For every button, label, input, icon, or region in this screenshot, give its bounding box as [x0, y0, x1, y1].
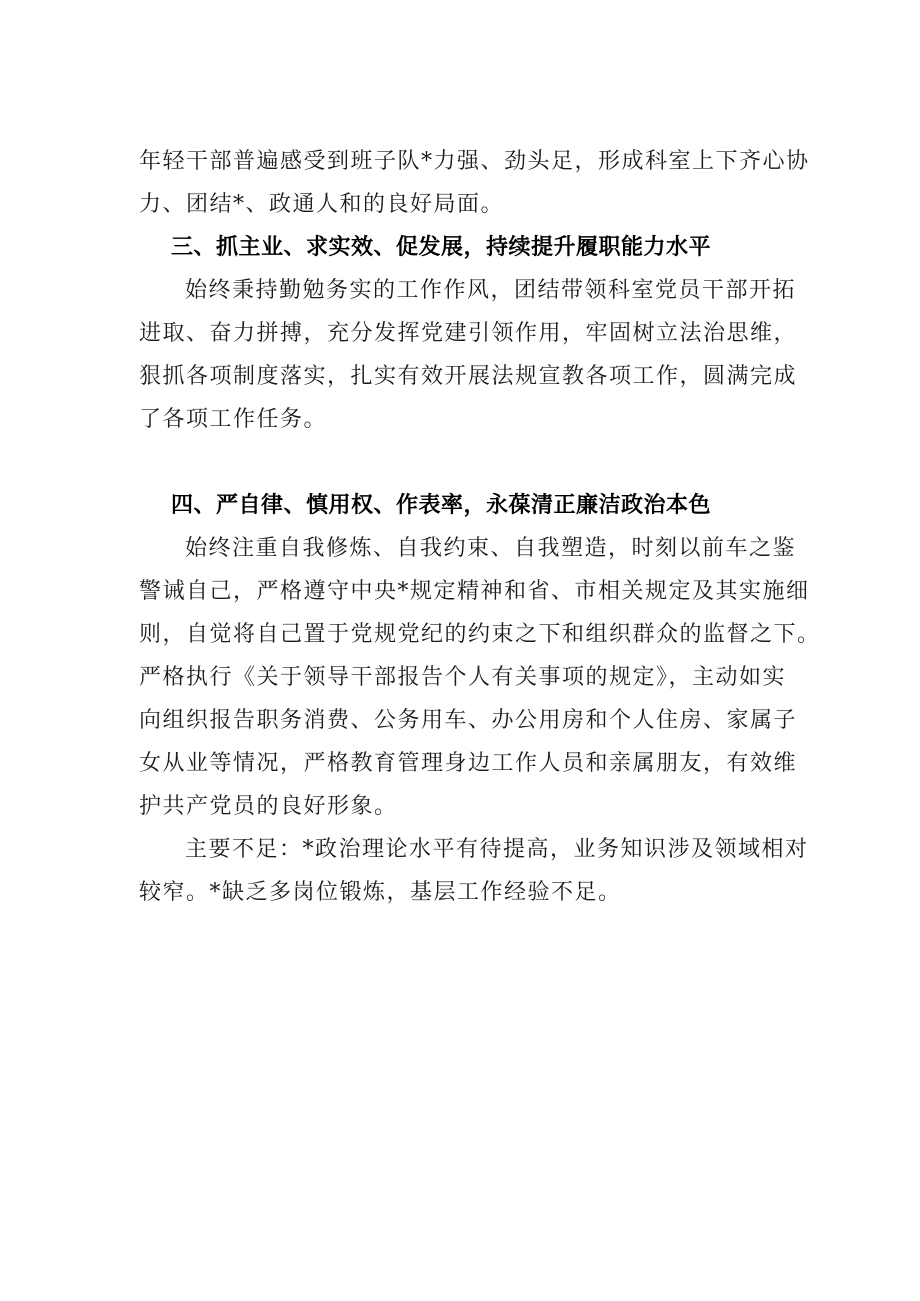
- document-body: [139, 140, 821, 914]
- paragraph-line: 警诫自己，严格遵守中央*规定精神和省、市相关规定及其实施细: [139, 579, 810, 604]
- paragraph-line: 始终秉持勤勉务实的工作作风，团结带领科室党员干部开拓: [185, 278, 797, 303]
- paragraph-line: 力、团结*、政通人和的良好局面。: [139, 192, 505, 217]
- paragraph-line: 严格执行《关于领导干部报告个人有关事项的规定》，主动如实: [139, 665, 787, 690]
- paragraph-line: 则，自觉将自己置于党规党纪的约束之下和组织群众的监督之下。: [139, 622, 821, 647]
- section-3-heading: 三、抓主业、求实效、促发展，持续提升履职能力水平: [171, 235, 712, 260]
- paragraph-line: 女从业等情况，严格教育管理身边工作人员和亲属朋友，有效维: [139, 751, 798, 776]
- paragraph-line: 进取、奋力拼搏，充分发挥党建引领作用，牢固树立法治思维，: [139, 321, 798, 346]
- shortcomings-line: 主要不足：*政治理论水平有待提高，业务知识涉及领域相对: [185, 837, 809, 862]
- paragraph-line: 了各项工作任务。: [139, 407, 328, 432]
- paragraph-line: 始终注重自我修炼、自我约束、自我塑造，时刻以前车之鉴: [185, 536, 797, 561]
- section-4-heading: 四、严自律、慎用权、作表率，永葆清正廉洁政治本色: [171, 493, 712, 518]
- paragraph-line: 护共产党员的良好形象。: [139, 794, 398, 819]
- paragraph-line: 向组织报告职务消费、公务用车、办公用房和个人住房、家属子: [139, 708, 798, 733]
- section-spacer: [139, 441, 789, 484]
- paragraph-line: 年轻干部普遍感受到班子队*力强、劲头足，形成科室上下齐心协: [139, 149, 810, 174]
- shortcomings-line: 较窄。*缺乏多岗位锻炼，基层工作经验不足。: [139, 880, 622, 905]
- paragraph-line: 狠抓各项制度落实，扎实有效开展法规宣教各项工作，圆满完成: [139, 364, 798, 389]
